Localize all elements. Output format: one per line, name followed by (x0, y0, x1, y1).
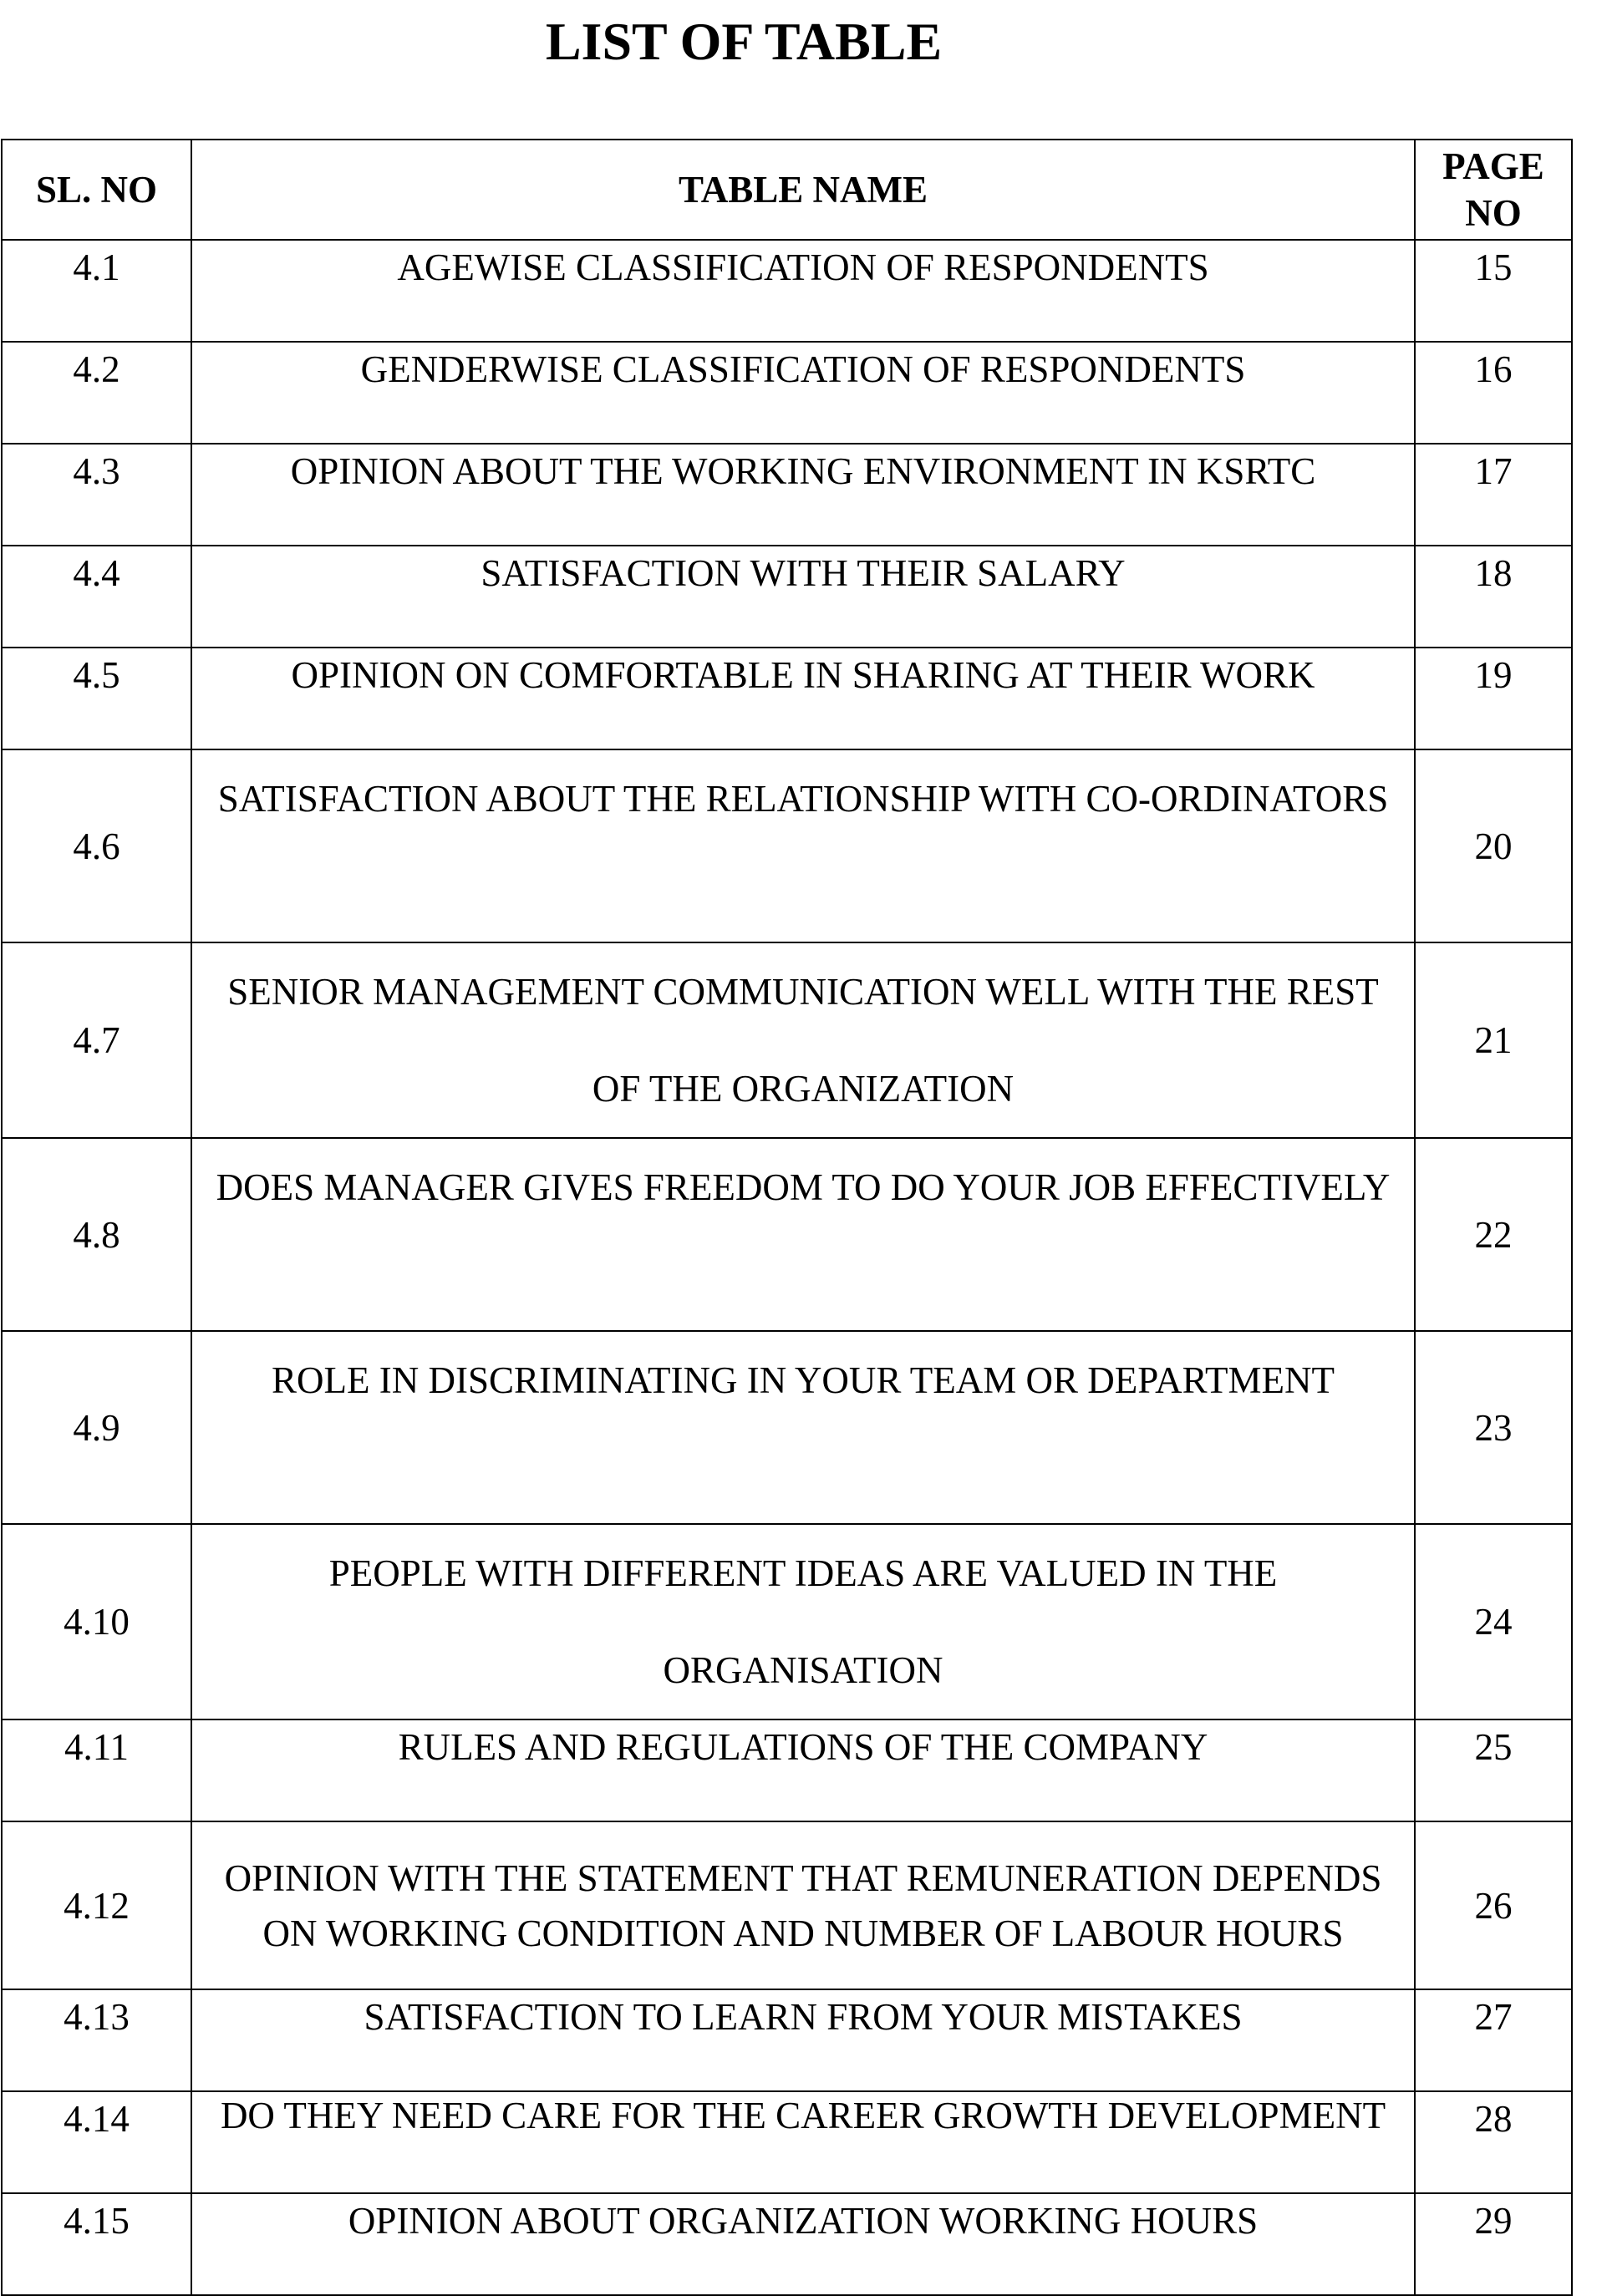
row-page-no: 22 (1415, 1138, 1572, 1331)
page-title: LIST OF TABLE (545, 12, 943, 71)
row-sl-no: 4.12 (2, 1821, 191, 1989)
row-sl-no: 4.9 (2, 1331, 191, 1524)
row-page-no: 27 (1415, 1989, 1572, 2091)
table-row (2, 342, 1572, 444)
row-table-name: SATISFACTION WITH THEIR SALARY (191, 546, 1415, 648)
row-sl-no: 4.10 (2, 1524, 191, 1719)
table-row (2, 648, 1572, 749)
table-row (2, 2193, 1572, 2295)
row-page-no: 16 (1415, 342, 1572, 444)
table-row (2, 240, 1572, 342)
table-row (2, 1989, 1572, 2091)
table-row (2, 1138, 1572, 1331)
row-sl-no: 4.15 (2, 2193, 191, 2295)
row-table-name: SATISFACTION ABOUT THE RELATIONSHIP WITH CO-ORDINATORS (191, 749, 1415, 942)
row-table-name: SENIOR MANAGEMENT COMMUNICATION WELL WITH THE REST OF THE ORGANIZATION (191, 942, 1415, 1138)
table-row (2, 2091, 1572, 2193)
row-table-name: RULES AND REGULATIONS OF THE COMPANY (191, 1719, 1415, 1821)
row-sl-no: 4.6 (2, 749, 191, 942)
row-table-name: OPINION ABOUT ORGANIZATION WORKING HOURS (191, 2193, 1415, 2295)
row-page-no: 19 (1415, 648, 1572, 749)
list-of-tables (1, 139, 1573, 2296)
table-row (2, 1821, 1572, 1989)
row-page-no: 23 (1415, 1331, 1572, 1524)
row-page-no: 15 (1415, 240, 1572, 342)
row-page-no: 18 (1415, 546, 1572, 648)
row-table-name: DO THEY NEED CARE FOR THE CAREER GROWTH DEVELOPMENT (191, 2091, 1415, 2193)
table-row (2, 1719, 1572, 1821)
row-sl-no: 4.3 (2, 444, 191, 546)
row-page-no: 24 (1415, 1524, 1572, 1719)
table-row (2, 749, 1572, 942)
row-table-name: ROLE IN DISCRIMINATING IN YOUR TEAM OR DEPARTMENT (191, 1331, 1415, 1524)
row-sl-no: 4.5 (2, 648, 191, 749)
row-sl-no: 4.7 (2, 942, 191, 1138)
header-page-no: PAGE NO (1415, 140, 1572, 240)
table-row (2, 444, 1572, 546)
row-table-name: AGEWISE CLASSIFICATION OF RESPONDENTS (191, 240, 1415, 342)
header-sl-no: SL. NO (2, 140, 191, 240)
row-sl-no: 4.2 (2, 342, 191, 444)
row-sl-no: 4.11 (2, 1719, 191, 1821)
row-page-no: 26 (1415, 1821, 1572, 1989)
row-sl-no: 4.1 (2, 240, 191, 342)
row-page-no: 28 (1415, 2091, 1572, 2193)
row-sl-no: 4.8 (2, 1138, 191, 1331)
table-row (2, 546, 1572, 648)
table-row (2, 942, 1572, 1138)
row-table-name: SATISFACTION TO LEARN FROM YOUR MISTAKES (191, 1989, 1415, 2091)
row-table-name: DOES MANAGER GIVES FREEDOM TO DO YOUR JOB EFFECTIVELY (191, 1138, 1415, 1331)
row-table-name: OPINION WITH THE STATEMENT THAT REMUNERATION DEPENDS ON WORKING CONDITION AND NUMBER OF LABOUR HOURS (191, 1821, 1415, 1989)
header-table-name: TABLE NAME (191, 140, 1415, 240)
row-page-no: 17 (1415, 444, 1572, 546)
row-sl-no: 4.14 (2, 2091, 191, 2193)
row-page-no: 21 (1415, 942, 1572, 1138)
table-row (2, 1331, 1572, 1524)
table-row (2, 1524, 1572, 1719)
row-sl-no: 4.4 (2, 546, 191, 648)
table-header-row (2, 140, 1572, 240)
row-page-no: 29 (1415, 2193, 1572, 2295)
row-table-name: OPINION ABOUT THE WORKING ENVIRONMENT IN KSRTC (191, 444, 1415, 546)
row-table-name: GENDERWISE CLASSIFICATION OF RESPONDENTS (191, 342, 1415, 444)
row-sl-no: 4.13 (2, 1989, 191, 2091)
row-table-name: PEOPLE WITH DIFFERENT IDEAS ARE VALUED IN THE ORGANISATION (191, 1524, 1415, 1719)
row-table-name: OPINION ON COMFORTABLE IN SHARING AT THEIR WORK (191, 648, 1415, 749)
row-page-no: 25 (1415, 1719, 1572, 1821)
row-page-no: 20 (1415, 749, 1572, 942)
